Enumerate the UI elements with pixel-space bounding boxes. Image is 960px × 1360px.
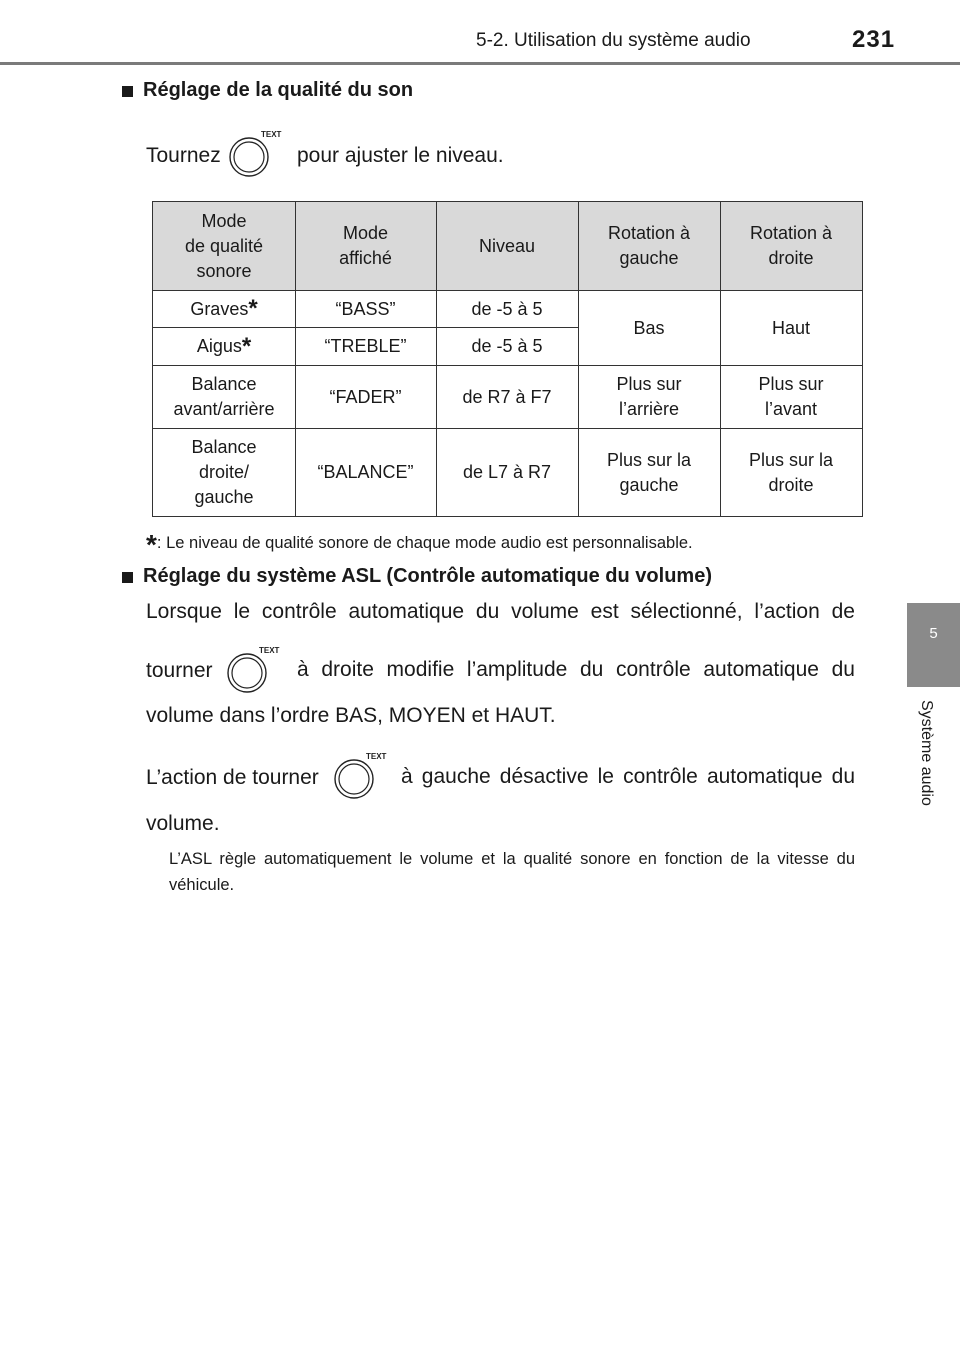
- paragraph-line: à gauche désactive le contrôle automatique du: [401, 765, 855, 788]
- table-header-cell: Niveau: [436, 202, 578, 290]
- table-grid-line: [153, 365, 862, 366]
- instruction-text-end: pour ajuster le niveau.: [297, 144, 504, 167]
- paragraph-line: volume dans l’ordre BAS, MOYEN et HAUT.: [146, 704, 556, 727]
- table-cell-rotate-right: Haut: [771, 317, 811, 338]
- table-cell-rotate-right: Plus sur la droite: [748, 449, 834, 495]
- table-cell-level: de L7 à R7: [462, 462, 552, 482]
- table-header-cell: Rotation à droite: [720, 202, 862, 290]
- paragraph-line: à droite modifie l’amplitude du contrôle automatique du: [297, 658, 855, 681]
- sound-quality-table: [152, 201, 863, 517]
- table-cell-display: “TREBLE”: [324, 336, 407, 356]
- paragraph-line: tourner: [146, 659, 213, 682]
- text-knob-icon: [229, 128, 287, 180]
- table-footnote: *: Le niveau de qualité sonore de chaque mode audio est personnalisable.: [146, 529, 693, 560]
- table-cell-mode: Aigus *: [196, 332, 252, 360]
- table-cell-display: “BASS”: [335, 298, 396, 319]
- bullet-square-icon: [122, 86, 133, 97]
- table-grid-line: [436, 202, 437, 516]
- header-divider: [0, 62, 960, 65]
- chapter-tab: [907, 603, 960, 687]
- table-cell-mode: Balance avant/arrière: [173, 374, 275, 419]
- table-cell-display: “BALANCE”: [317, 462, 414, 482]
- table-grid-line: [720, 202, 721, 516]
- table-cell-level: de R7 à F7: [462, 386, 552, 407]
- chapter-label: [913, 700, 935, 820]
- table-header-cell: Mode affiché: [295, 202, 436, 290]
- table-grid-line: [153, 327, 578, 328]
- table-cell-mode: Graves *: [190, 295, 258, 322]
- section-title: 5-2. Utilisation du système audio: [476, 30, 751, 51]
- text-knob-icon: [227, 644, 285, 696]
- svg-text:TEXT: TEXT: [261, 130, 282, 139]
- table-cell-level: de -5 à 5: [471, 298, 543, 319]
- table-grid-line: [295, 202, 296, 516]
- svg-text:TEXT: TEXT: [259, 646, 280, 655]
- table-grid-line: [153, 290, 862, 291]
- table-cell-rotate-left: Plus sur la gauche: [606, 449, 692, 495]
- chapter-label-text: Système audio: [918, 700, 935, 806]
- paragraph-line: Lorsque le contrôle automatique du volume est sélectionné, l’action de: [146, 600, 855, 623]
- svg-text:TEXT: TEXT: [366, 752, 387, 761]
- table-cell-mode: Balance droite/ gauche: [191, 437, 257, 507]
- table-cell-rotate-right: Plus sur l’avant: [758, 374, 824, 419]
- table-header-cell: Mode de qualité sonore: [153, 202, 295, 290]
- page-number: 231: [852, 26, 896, 53]
- table-header-cell: Rotation à gauche: [578, 202, 720, 290]
- section-heading-sound-quality: Réglage de la qualité du son: [143, 79, 414, 101]
- text-knob-icon: [334, 750, 392, 802]
- table-grid-line: [153, 428, 862, 429]
- asl-note: L’ASL règle automatiquement le volume et la qualité sonore en fonction de la vitesse du véhicule.: [169, 850, 855, 894]
- bullet-square-icon: [122, 572, 133, 583]
- paragraph-line: L’action de tourner: [146, 766, 319, 789]
- paragraph-line: volume.: [146, 812, 220, 835]
- table-cell-level: de -5 à 5: [471, 336, 543, 356]
- table-grid-line: [578, 202, 579, 516]
- table-cell-display: “FADER”: [329, 386, 402, 407]
- section-heading-asl: Réglage du système ASL (Contrôle automatique du volume): [143, 565, 712, 587]
- table-cell-rotate-left: Plus sur l’arrière: [616, 374, 682, 419]
- chapter-number: 5: [929, 625, 938, 642]
- table-cell-rotate-left: Bas: [633, 317, 665, 338]
- instruction-text: Tournez: [146, 144, 221, 167]
